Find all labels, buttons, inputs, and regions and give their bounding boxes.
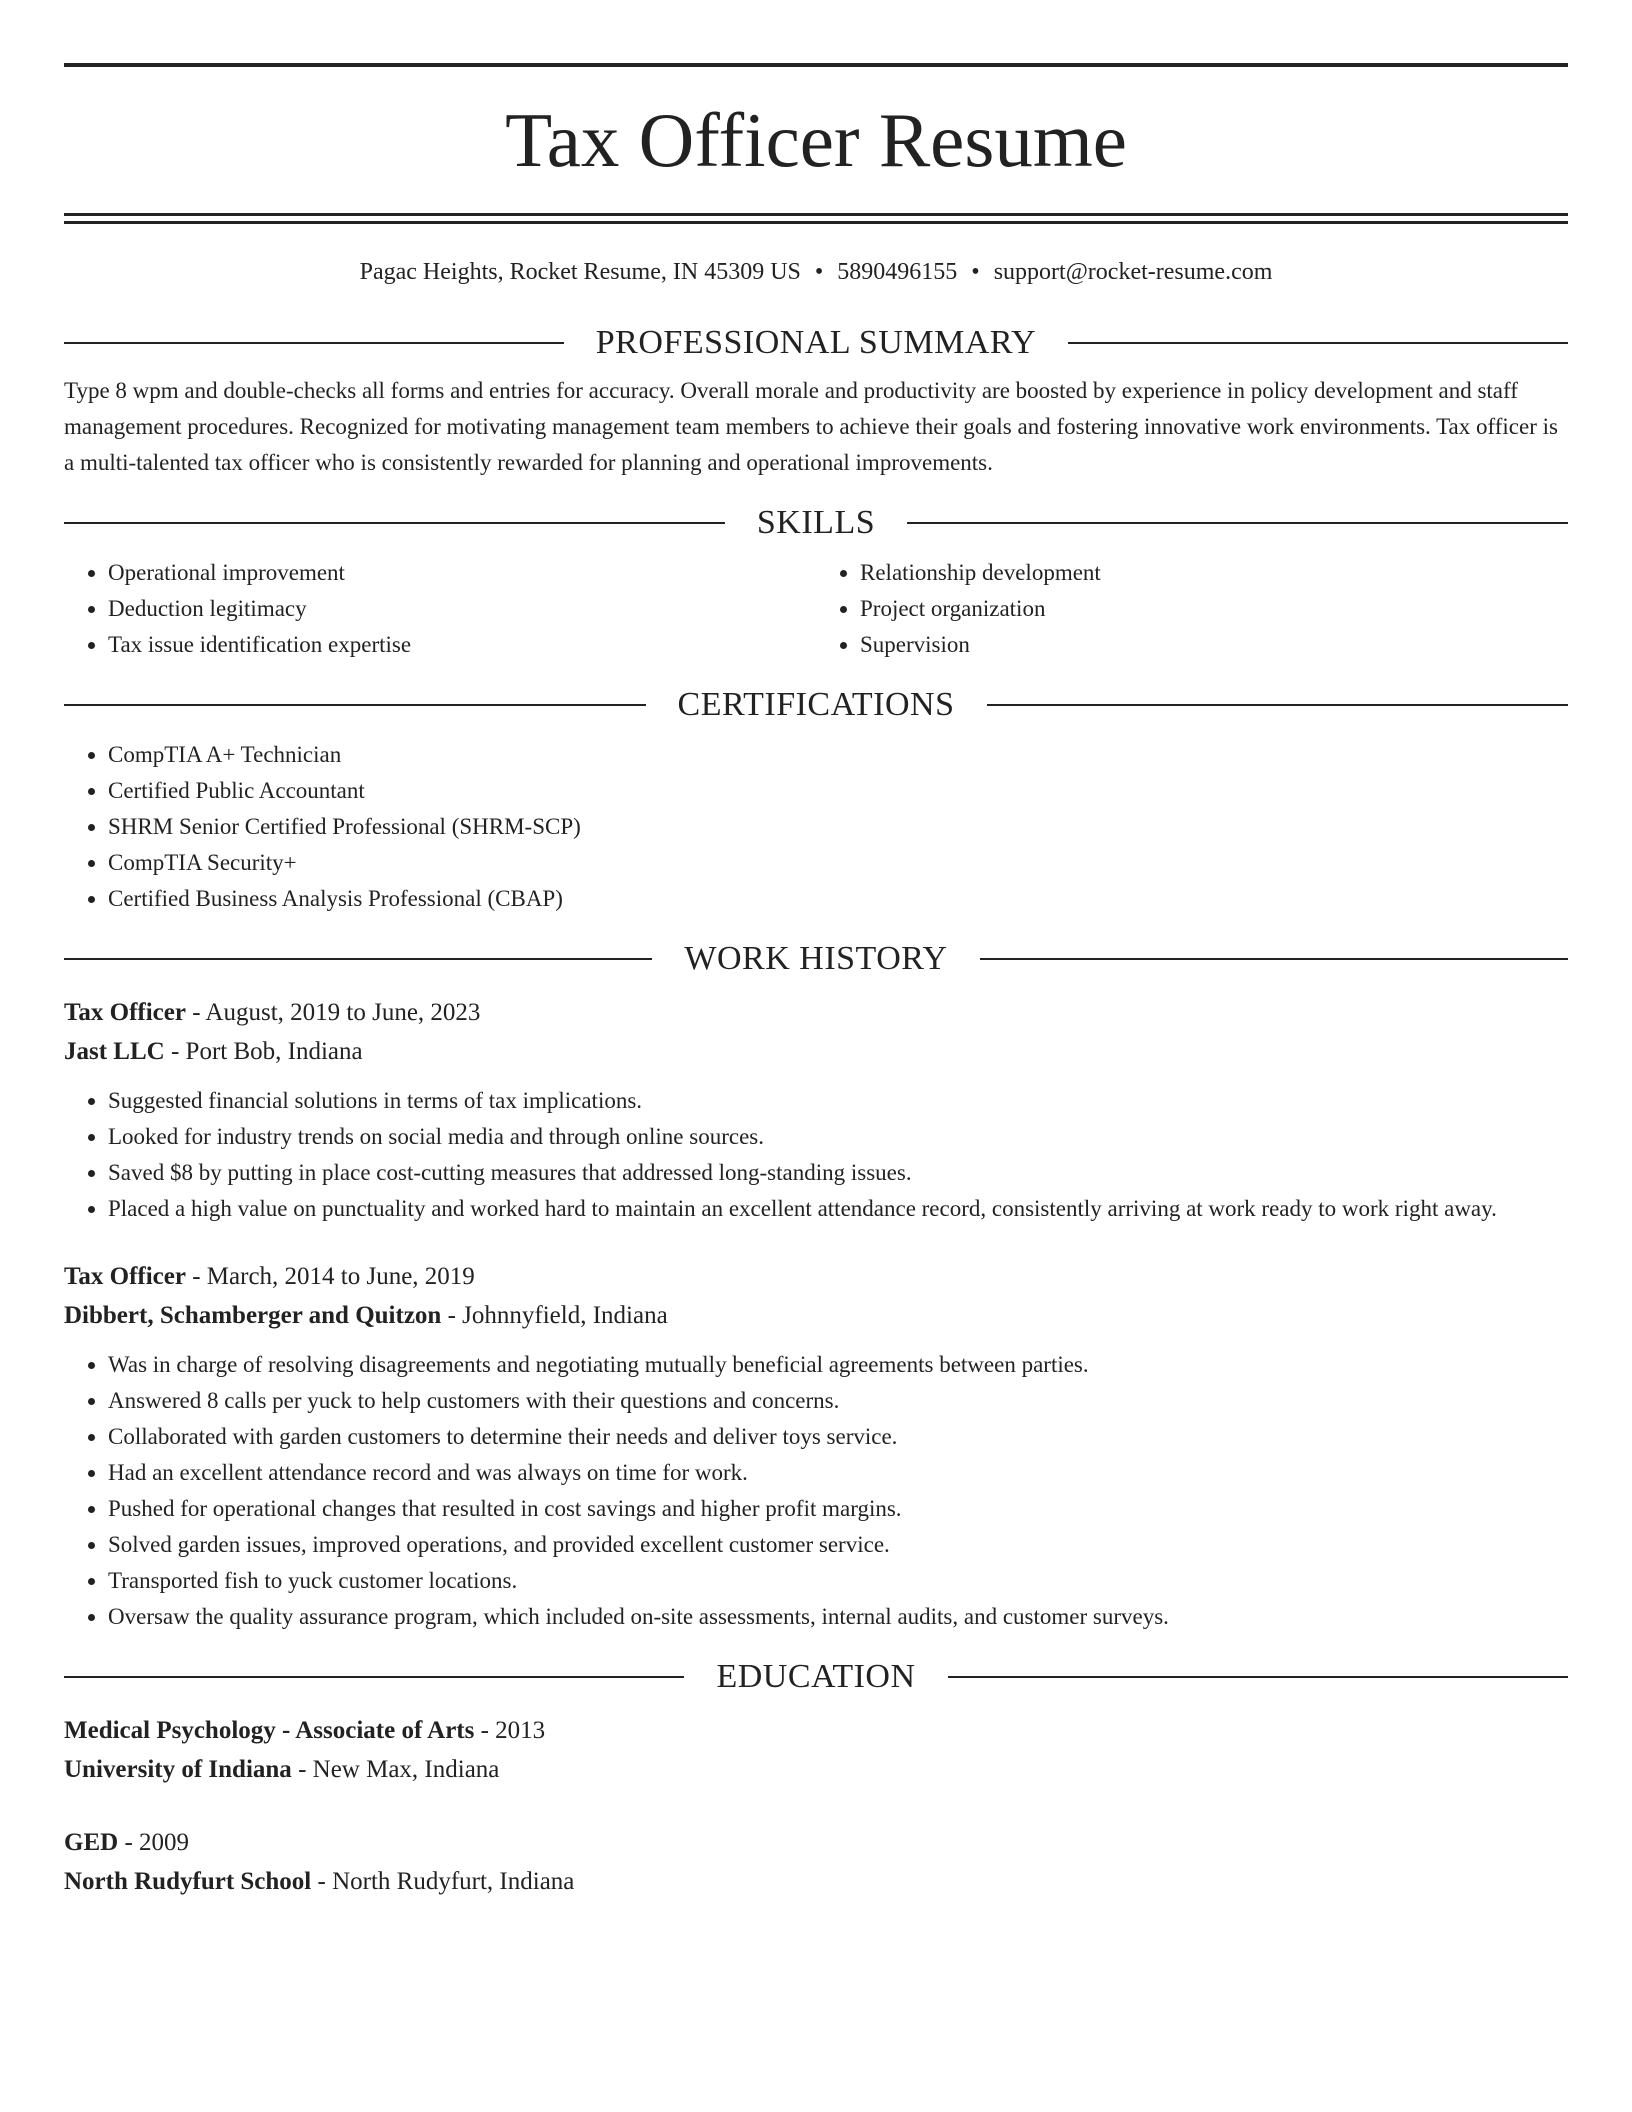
job-location: - Port Bob, Indiana: [164, 1038, 363, 1065]
job-dates: - August, 2019 to June, 2023: [185, 999, 481, 1026]
education-degree: Medical Psychology - Associate of Arts: [64, 1717, 475, 1744]
certification-item: • Certified Business Analysis Professional (CBAP): [108, 881, 1568, 917]
job-bullet: • Answered 8 calls per yuck to help customers with their questions and concerns.: [108, 1383, 1568, 1419]
certification-item: • SHRM Senior Certified Professional (SHRM-SCP): [108, 809, 1568, 845]
job-title-line: [64, 993, 1568, 1032]
job-title: Tax Officer: [64, 1263, 186, 1290]
section-title: CERTIFICATIONS: [677, 686, 955, 723]
section-title: SKILLS: [756, 504, 876, 541]
job-bullets: [64, 1083, 1568, 1227]
contact-separator: •: [814, 259, 824, 285]
job-entry: [64, 993, 1568, 1227]
contact-line: [64, 257, 1568, 287]
education-entry: [64, 1823, 1568, 1901]
divider-line: [987, 704, 1569, 706]
job-bullet: • Had an excellent attendance record and was always on time for work.: [108, 1455, 1568, 1491]
section-title: EDUCATION: [716, 1658, 916, 1695]
certification-item: • CompTIA Security+: [108, 845, 1568, 881]
summary-text: Type 8 wpm and double-checks all forms and entries for accuracy. Overall morale and productivity are boosted by experience in policy development and staff management procedures. Recognized for motivating management team members to achieve their goals and fostering innovative work environments. Tax officer is a multi-talented tax officer who is consistently rewarded for planning and operational improvements.: [64, 378, 1558, 475]
education-year: - 2013: [474, 1717, 546, 1744]
divider-line: [948, 1676, 1568, 1678]
divider-line: [1068, 342, 1568, 344]
job-company-line: [64, 1296, 1568, 1335]
section-title: PROFESSIONAL SUMMARY: [595, 324, 1037, 361]
divider-line: [64, 1676, 684, 1678]
job-company: Jast LLC: [64, 1038, 165, 1065]
contact-address: Pagac Heights, Rocket Resume, IN 45309 US: [359, 259, 801, 285]
certification-item: • Certified Public Accountant: [108, 773, 1568, 809]
section-title: WORK HISTORY: [684, 940, 948, 977]
job-bullet: • Placed a high value on punctuality and worked hard to maintain an excellent attendance record, consistently arriving at work ready to work right away.: [108, 1191, 1568, 1227]
education-entry: [64, 1711, 1568, 1789]
divider-line: [64, 342, 564, 344]
certifications-list: [64, 737, 1568, 917]
divider-line: [64, 958, 652, 960]
job-company: Dibbert, Schamberger and Quitzon: [64, 1302, 442, 1329]
certification-item: • CompTIA A+ Technician: [108, 737, 1568, 773]
contact-separator: •: [971, 259, 980, 285]
section-header-skills: [64, 503, 1568, 543]
divider-line: [980, 958, 1568, 960]
divider-line: [64, 704, 646, 706]
education-school-line: [64, 1750, 1568, 1789]
contact-email: support@rocket-resume.com: [993, 259, 1273, 285]
divider-line: [907, 522, 1568, 524]
education-location: - North Rudyfurt, Indiana: [311, 1868, 575, 1895]
job-bullet: • Collaborated with garden customers to determine their needs and deliver toys service.: [108, 1419, 1568, 1455]
job-bullet: • Solved garden issues, improved operations, and provided excellent customer service.: [108, 1527, 1568, 1563]
job-entry: [64, 1257, 1568, 1635]
skill-item: • Operational improvement: [108, 555, 816, 591]
section-header-education: [64, 1657, 1568, 1697]
education-school: University of Indiana: [64, 1756, 292, 1783]
top-rule: [64, 63, 1568, 67]
skill-item: • Relationship development: [860, 555, 1568, 591]
job-title-line: [64, 1257, 1568, 1296]
job-dates: - March, 2014 to June, 2019: [185, 1263, 475, 1290]
page-title: Tax Officer Resume: [505, 97, 1127, 183]
education-school: North Rudyfurt School: [64, 1868, 312, 1895]
divider-line: [64, 522, 725, 524]
job-bullet: • Suggested financial solutions in terms of tax implications.: [108, 1083, 1568, 1119]
education-year: - 2009: [118, 1829, 190, 1856]
skills-list: [64, 555, 1568, 663]
skills-column-right: [816, 555, 1568, 663]
job-bullet: • Was in charge of resolving disagreements and negotiating mutually beneficial agreements between parties.: [108, 1347, 1568, 1383]
job-bullet: • Looked for industry trends on social media and through online sources.: [108, 1119, 1568, 1155]
job-bullet: • Saved $8 by putting in place cost-cutting measures that addressed long-standing issues.: [108, 1155, 1568, 1191]
job-title: Tax Officer: [64, 999, 186, 1026]
job-bullet: • Oversaw the quality assurance program, which included on-site assessments, internal audits, and customer surveys.: [108, 1599, 1568, 1635]
job-bullet: • Pushed for operational changes that resulted in cost savings and higher profit margins.: [108, 1491, 1568, 1527]
job-bullet: • Transported fish to yuck customer locations.: [108, 1563, 1568, 1599]
education-degree: GED: [64, 1829, 119, 1856]
education-degree-line: [64, 1711, 1568, 1750]
education-school-line: [64, 1862, 1568, 1901]
education-location: - New Max, Indiana: [291, 1756, 500, 1783]
skill-item: • Project organization: [860, 591, 1568, 627]
title-double-rule: [64, 213, 1568, 224]
section-header-certifications: [64, 685, 1568, 725]
section-header-summary: [64, 323, 1568, 363]
job-company-line: [64, 1032, 1568, 1071]
skill-item: • Supervision: [860, 627, 1568, 663]
contact-phone: 5890496155: [837, 259, 958, 285]
job-location: - Johnnyfield, Indiana: [441, 1302, 668, 1329]
education-degree-line: [64, 1823, 1568, 1862]
skill-item: • Deduction legitimacy: [108, 591, 816, 627]
section-header-work-history: [64, 939, 1568, 979]
skills-column-left: [64, 555, 816, 663]
skill-item: • Tax issue identification expertise: [108, 627, 816, 663]
job-bullets: [64, 1347, 1568, 1635]
